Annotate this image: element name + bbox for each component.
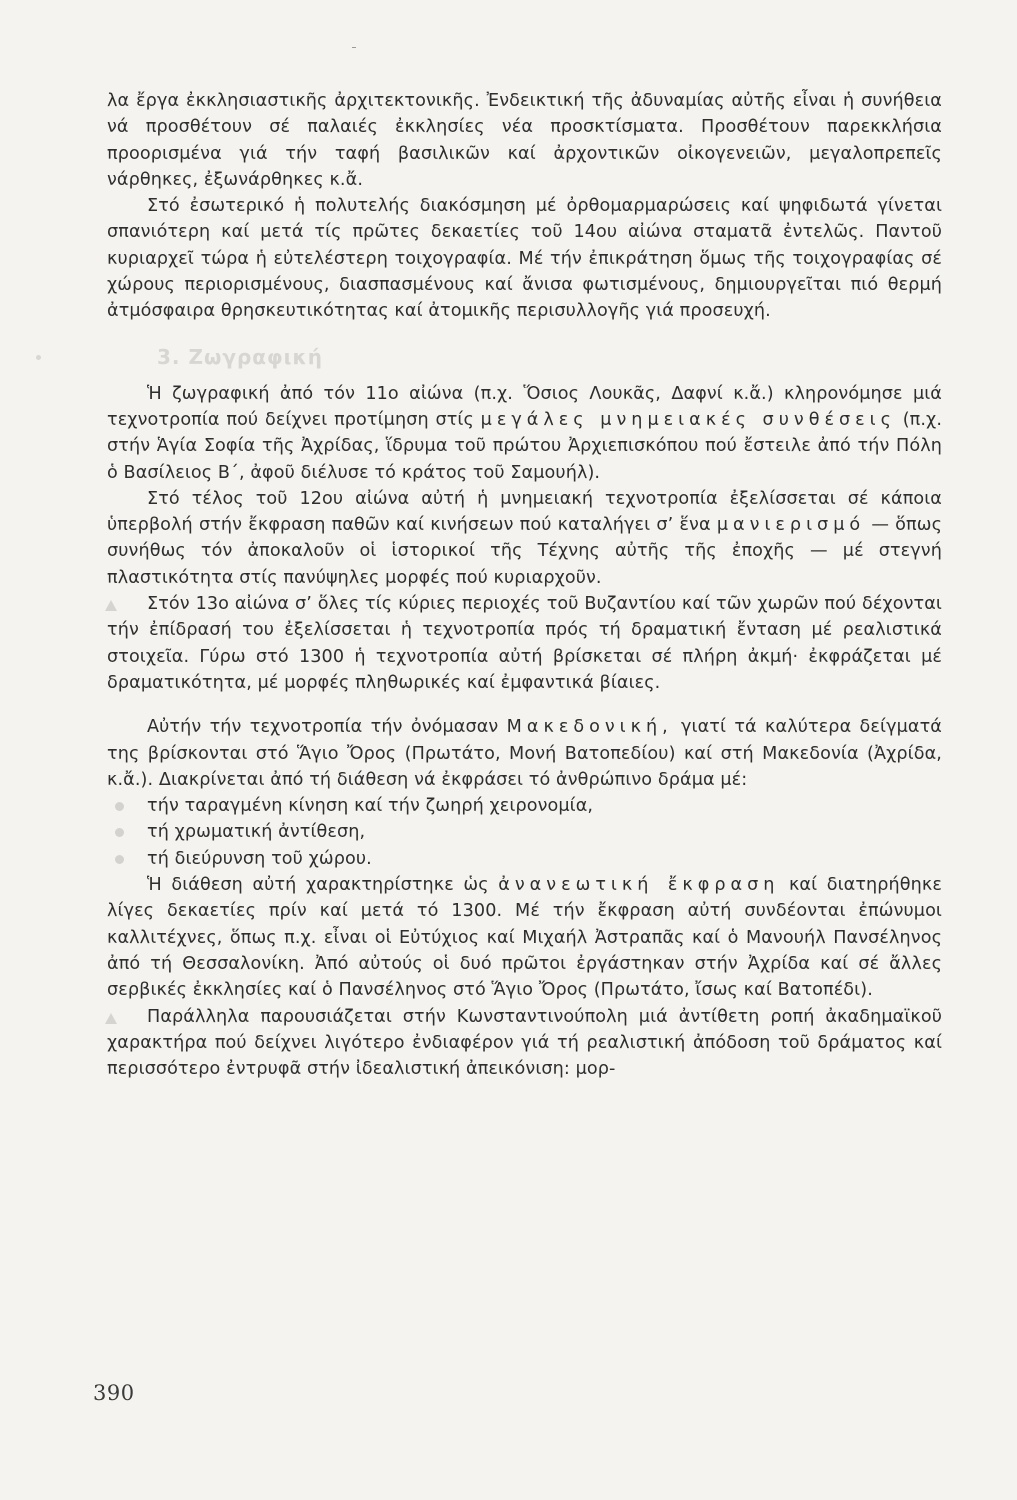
body-text <box>107 88 942 1082</box>
paragraph-text: — ὅπως συνήθως τόν ἀποκαλοῦν οἱ ἱστορικοί τῆς Τέχνης αὐτῆς τῆς ἐποχῆς — μέ στεγνή πλαστικότητα στίς πανύψηλες μορφές πού κυριαρχοῦν. <box>107 515 942 588</box>
triangle-marker-icon <box>105 1013 117 1024</box>
paragraph <box>107 1004 942 1083</box>
list-item <box>107 793 942 819</box>
paragraph <box>107 486 942 591</box>
paragraph: Στό ἐσωτερικό ἡ πολυτελής διακόσμηση μέ ὀρθομαρμαρώσεις καί ψηφιδωτά γίνεται σπανιότερη καί μετά τίς πρῶτες δεκαετίες τοῦ 14ου αἰώνα σταματᾶ ἐντελῶς. Παντοῦ κυριαρχεῖ τώρα ἡ εὐτελέστερη τοιχογραφία. Μέ τήν ἐπικράτηση ὅμως τῆς τοιχογραφίας σέ χώρους περιορισμένους, διασπασμένους καί ἄνισα φωτισμένους, δημιουργεῖται πιό θερμή ἀτμόσφαιρα θρησκευτικότητας καί ἀτομικῆς περισυλλογῆς γιά προσευχή. <box>107 196 942 322</box>
spaced-emphasis: μεγάλες μνημειακές συνθέσεις <box>480 409 896 430</box>
paragraph-text: Αὐτήν τήν τεχνοτροπία τήν ὀνόμασαν <box>147 717 499 738</box>
paragraph <box>107 714 942 793</box>
paragraph <box>107 381 942 486</box>
bullet-list <box>107 793 942 872</box>
list-item <box>107 846 942 872</box>
list-item-text: τή διεύρυνση τοῦ χώρου. <box>147 848 372 869</box>
margin-mark <box>36 355 41 360</box>
spaced-emphasis: Μακεδονική, <box>506 717 673 738</box>
list-item <box>107 819 942 845</box>
list-item-text: τή χρωματική ἀντίθεση, <box>147 822 366 843</box>
paragraph-text: Ἡ διάθεση αὐτή χαρακτηρίστηκε ὡς <box>147 875 489 896</box>
paragraph-text: Στό τέλος τοῦ 12ου αἰώνα αὐτή ἡ μνημειακή τεχνοτροπία ἐξελίσσεται σέ κάποια ὑπερβολή στήν ἔκφραση παθῶν καί κινήσεων πού καταλήγει σ’ ἕνα <box>107 488 942 536</box>
section-heading: 3. Ζωγραφική <box>157 344 323 369</box>
scan-speck <box>352 47 356 48</box>
bullet-icon <box>115 802 124 811</box>
paragraph <box>107 591 942 696</box>
spaced-emphasis: ἀνανεωτική ἔκφραση <box>498 875 780 896</box>
triangle-marker-icon <box>105 600 117 611</box>
spaced-emphasis: μανιερισμό <box>716 515 866 536</box>
bullet-icon <box>115 828 124 837</box>
paragraph-text: Στόν 13ο αἰώνα σ’ ὅλες τίς κύριες περιοχές τοῦ Βυζαντίου καί τῶν χωρῶν πού δέχονται τήν ἐπίδρασή του ἐξελίσσεται ἡ τεχνοτροπία πρός τή δραματική ἔνταση μέ ρεαλιστικά στοιχεῖα. Γύρω στό 1300 ἡ τεχνοτροπία αὐτή βρίσκεται σέ πλήρη ἀκμή· ἐκφράζεται μέ δραματικότητα, μέ μορφές πληθωρικές καί ἐμφαντικά βίαιες. <box>107 594 942 693</box>
paragraph <box>107 872 942 1003</box>
paragraph: λα ἔργα ἐκκλησιαστικῆς ἀρχιτεκτονικῆς. Ἐνδεικτική τῆς ἀδυναμίας αὐτῆς εἶναι ἡ συνήθεια νά προσθέτουν σέ παλαιές ἐκκλησίες νέα προσκτίσματα. Προσθέτουν παρεκκλήσια προορισμένα γιά τήν ταφή βασιλικῶν καί ἀρχοντικῶν οἰκογενειῶν, μεγαλοπρεπεῖς νάρθηκες, ἐξωνάρθηκες κ.ἄ. <box>107 91 942 190</box>
paragraph-text: γιατί τά καλύτερα δείγματά της βρίσκονται στό Ἅγιο Ὄρος (Πρωτάτο, Μονή Βατοπεδίου) καί στή Μακεδονία (Ἀχρίδα, κ.ἄ.). Διακρίνεται ἀπό τή διάθεση νά ἐκφράσει τό ἀνθρώπινο δράμα μέ: <box>107 717 942 790</box>
list-item-text: τήν ταραγμένη κίνηση καί τήν ζωηρή χειρονομία, <box>147 796 594 817</box>
paragraph-text: (π.χ. στήν Ἁγία Σοφία τῆς Ἀχρίδας, ἵδρυμα τοῦ πρώτου Ἀρχιεπισκόπου πού ἔστειλε ἀπό τήν Πόλη ὁ Βασίλειος Β΄, ἀφοῦ διέλυσε τό κράτος τοῦ Σαμουήλ). <box>107 409 943 483</box>
paragraph-text: Παράλληλα παρουσιάζεται στήν Κωνσταντινούπολη μιά ἀντίθετη ροπή ἀκαδημαϊκοῦ χαρακτήρα πού δείχνει λιγότερο ἐνδιαφέρον γιά τή ρεαλιστική ἀπόδοση τοῦ δράματος καί περισσότερο ἐντρυφᾶ στήν ἰδεαλιστική ἀπεικόνιση: μορ- <box>107 1006 942 1080</box>
page-number: 390 <box>93 1381 135 1405</box>
paragraph-text: Ἡ ζωγραφική ἀπό τόν 11ο αἰώνα (π.χ. Ὅσιος Λουκᾶς, Δαφνί κ.ἄ.) κληρονόμησε μιά τεχνοτροπία πού δείχνει προτίμηση στίς <box>107 383 942 430</box>
bullet-icon <box>115 855 124 864</box>
paragraph-text: καί διατηρήθηκε λίγες δεκαετίες πρίν καί μετά τό 1300. Μέ τήν ἔκφραση αὐτή συνδέονται ἐπώνυμοι καλλιτέχνες, ὅπως π.χ. εἶναι οἱ Εὐτύχιος καί Μιχαήλ Ἀστραπᾶς καί ὁ Μανουήλ Πανσέληνος ἀπό τή Θεσσαλονίκη. Ἀπό αὐτούς οἱ δυό πρῶτοι ἐργάστηκαν στήν Ἀχρίδα καί σέ ἄλλες σερβικές ἐκκλησίες καί ὁ Πανσέληνος στό Ἅγιο Ὄρος (Πρωτάτο, ἴσως καί Βατοπέδι). <box>107 875 942 1001</box>
